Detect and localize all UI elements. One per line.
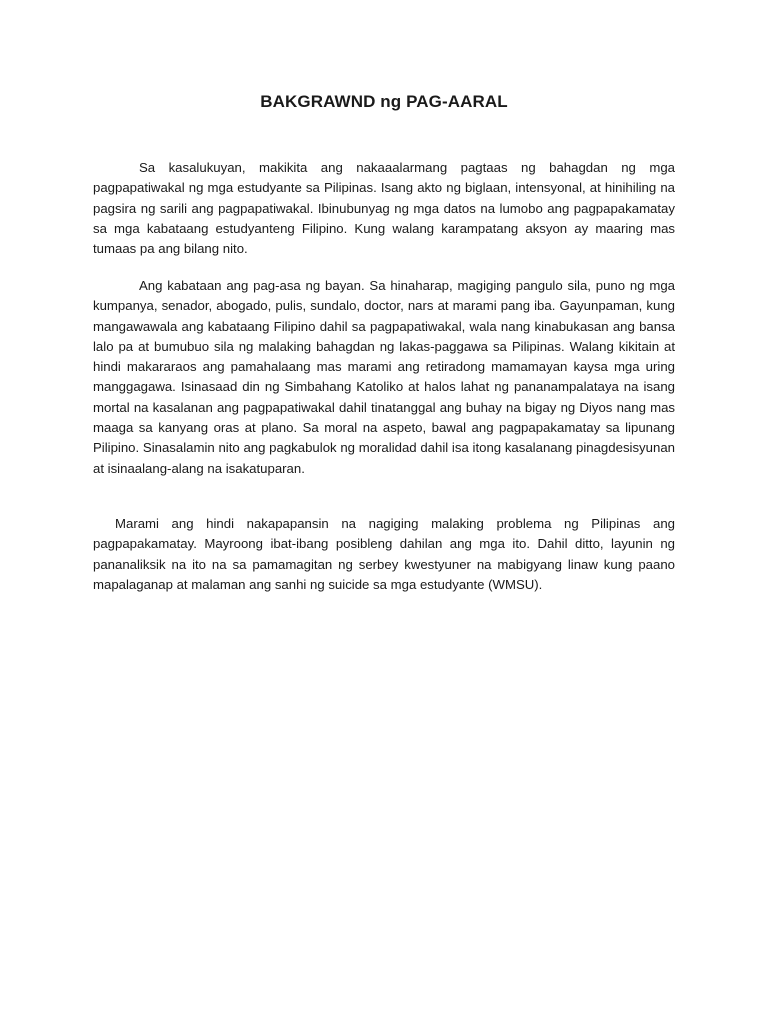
paragraph-1: Sa kasalukuyan, makikita ang nakaaalarmang pagtaas ng bahagdan ng mga pagpapatiwakal ng mga estudyante sa Pilipinas. Isang akto ng biglaan, intensyonal, at hinihiling na pagsira ng sarili ang pagpapatiwakal. Ibinubunyag ng mga datos na lumobo ang pagpapakamatay sa mga kabataang estudyanteng Filipino. Kung walang karampatang aksyon ay maaring mas tumaas pa ang bilang nito. bbox=[93, 160, 675, 257]
paragraph-3: Marami ang hindi nakapapansin na nagiging malaking problema ng Pilipinas ang pagpapakamatay. Mayroong ibat-ibang posibleng dahilan ang mga ito. Dahil ditto, layunin ng pananaliksik na ito na sa pamamagitan ng serbey kwestyuner na mabigyang linaw kung paano mapalaganap at malaman ang sanhi ng suicide sa mga estudyante (WMSU). bbox=[93, 516, 675, 592]
document-title: BAKGRAWND ng PAG-AARAL bbox=[260, 92, 508, 111]
paragraph-2: Ang kabataan ang pag-asa ng bayan. Sa hinaharap, magiging pangulo sila, puno ng mga kumpanya, senador, abogado, pulis, sundalo, doctor, nars at marami pang iba. Gayunpaman, kung mangawawala ang kabataang Filipino dahil sa pagpapatiwakal, wala nang kinabukasan ang bansa lalo pa at bumubuo sila ng malaking bahagdan ng lakas-paggawa sa Pilipinas. Walang kikitain at hindi makararaos ang pamahalaang mas marami ang retiradong mamamayan kaysa mga uring manggagawa. Isinasaad din ng Simbahang Katoliko at halos lahat ng pananampalataya na isang mortal na kasalanan ang pagpapatiwakal dahil tinatanggal ang buhay na bigay ng Diyos nang mas maaga sa kanyang oras at plano. Sa moral na aspeto, bawal ang pagpapakamatay sa lipunang Pilipino. Sinasalamin nito ang pagkabulok ng moralidad dahil isa itong kasalanang pinagdesisyunan at isinaalang-alang na isakatuparan. bbox=[93, 278, 675, 476]
